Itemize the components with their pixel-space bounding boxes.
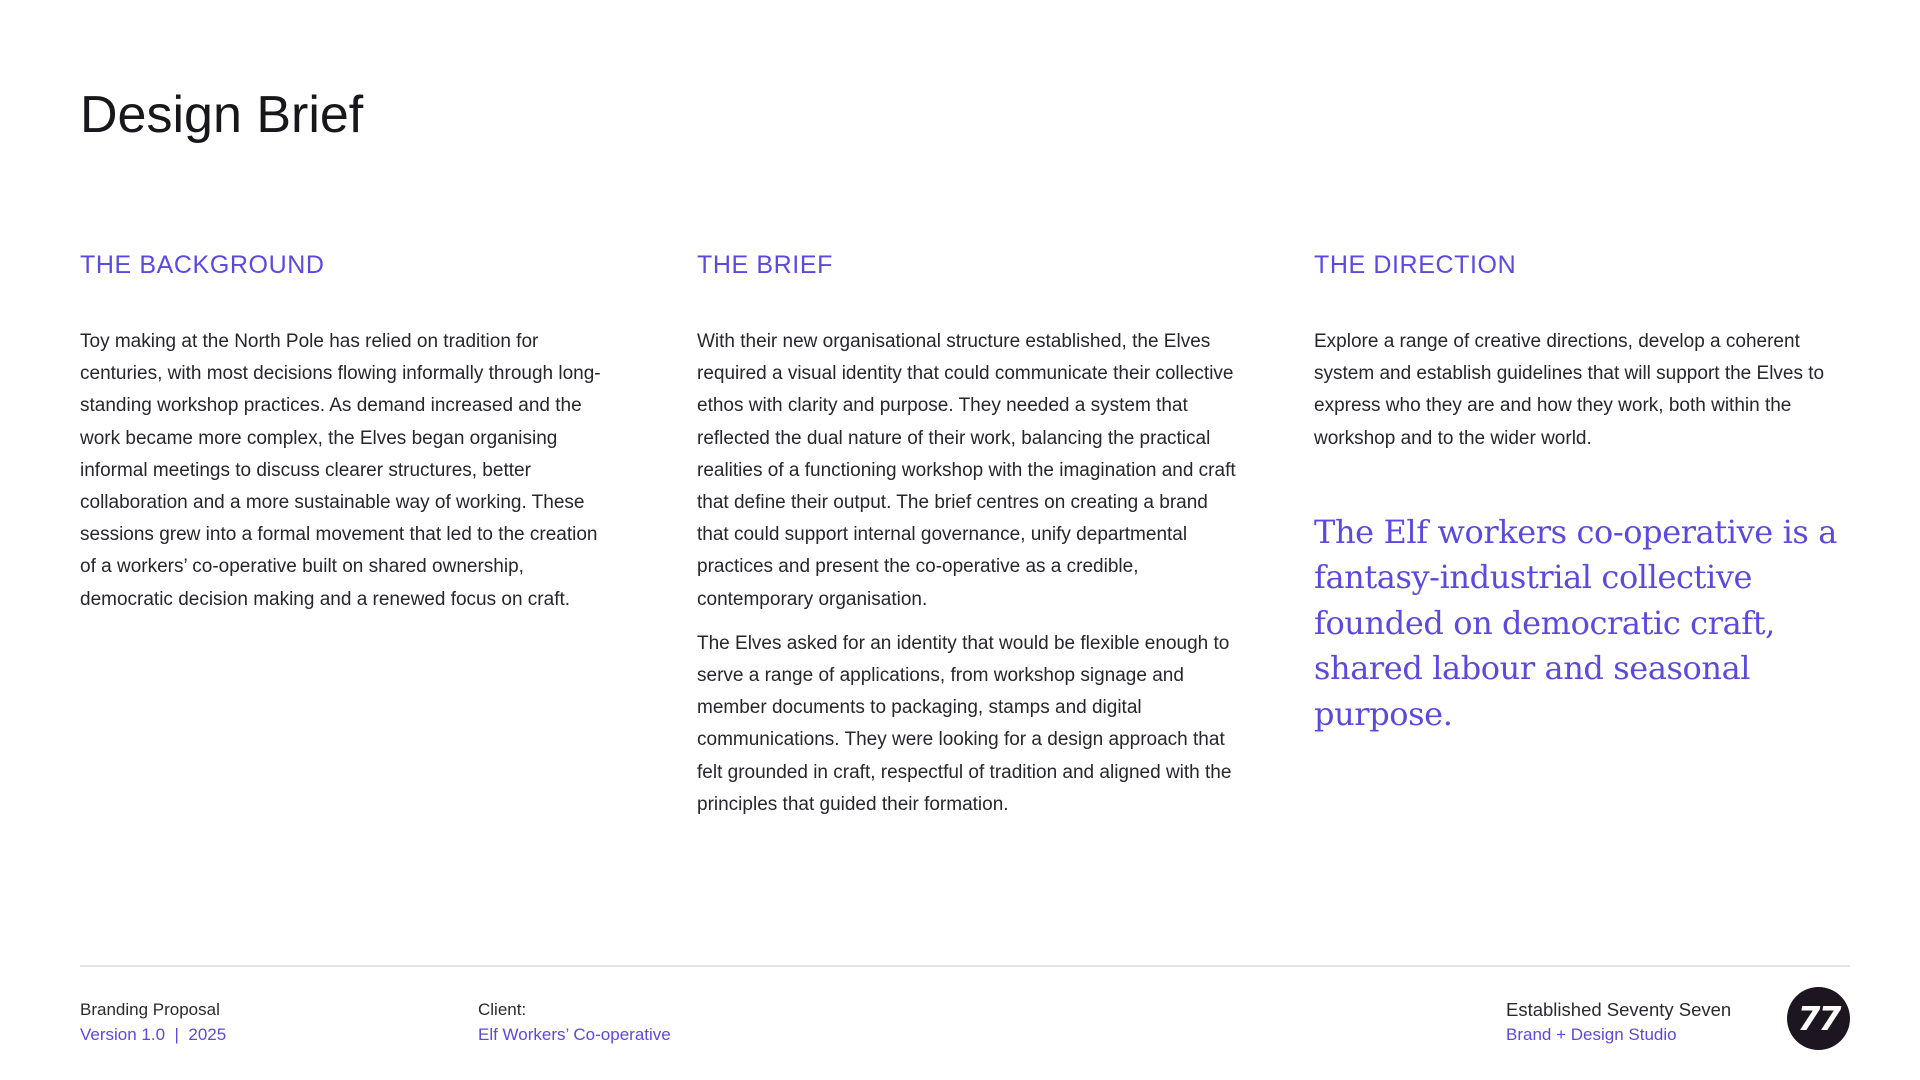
- badge-number: 77: [1797, 999, 1840, 1038]
- page-title: Design Brief: [80, 86, 364, 144]
- footer-divider: [80, 965, 1850, 967]
- client-name: Elf Workers’ Co-operative: [478, 1025, 671, 1044]
- studio-name: Established Seventy Seven: [1506, 999, 1732, 1020]
- studio-logo-badge: [1787, 987, 1850, 1050]
- document-version: Version 1.0 | 2025: [80, 1025, 227, 1044]
- brief-paragraph-1: With their new organisational structure established, the Elves required a visual identity that could communicate their collective ethos with clarity and purpose. They needed a system that reflected the dual nature of their work, balancing the practical realities of a functioning workshop with the imagination and craft that define their output. The brief centres on creating a brand that could support internal governance, unify departmental practices and present the co-operative as a credible, contemporary organisation.: [697, 331, 1236, 610]
- client-label: Client:: [478, 1000, 527, 1019]
- column-background: [80, 248, 620, 628]
- brief-heading: THE BRIEF: [697, 251, 833, 279]
- direction-heading: THE DIRECTION: [1314, 251, 1517, 279]
- pull-quote: The Elf workers co-operative is a fantasy-industrial collective founded on democratic craft, shared labour and seasonal purpose.: [1314, 512, 1837, 733]
- background-heading: THE BACKGROUND: [80, 251, 325, 279]
- studio-tagline: Brand + Design Studio: [1506, 1025, 1677, 1044]
- column-direction: [1314, 248, 1854, 737]
- brief-paragraph-2: The Elves asked for an identity that would be flexible enough to serve a range of applications, from workshop signage and member documents to packaging, stamps and digital communications. They were looking for a design approach that felt grounded in craft, respectful of tradition and aligned with the principles that guided their formation.: [697, 632, 1232, 815]
- footer-studio-info: [1506, 997, 1731, 1047]
- column-brief: [697, 248, 1237, 833]
- document-type: Branding Proposal: [80, 1000, 220, 1019]
- footer-client-info: [478, 997, 671, 1047]
- direction-paragraph: Explore a range of creative directions, develop a coherent system and establish guidelines that will support the Elves to express who they are and how they work, both within the workshop and to the wider world.: [1314, 331, 1825, 449]
- background-paragraph: Toy making at the North Pole has relied on tradition for centuries, with most decisions flowing informally through long-standing workshop practices. As demand increased and the work became more complex, the Elves began organising informal meetings to discuss clearer structures, better collaboration and a more sustainable way of working. These sessions grew into a formal movement that led to the creation of a workers’ co-operative built on shared ownership, democratic decision making and a renewed focus on craft.: [80, 331, 601, 610]
- footer-document-info: [80, 997, 226, 1047]
- content-columns: [80, 248, 1850, 848]
